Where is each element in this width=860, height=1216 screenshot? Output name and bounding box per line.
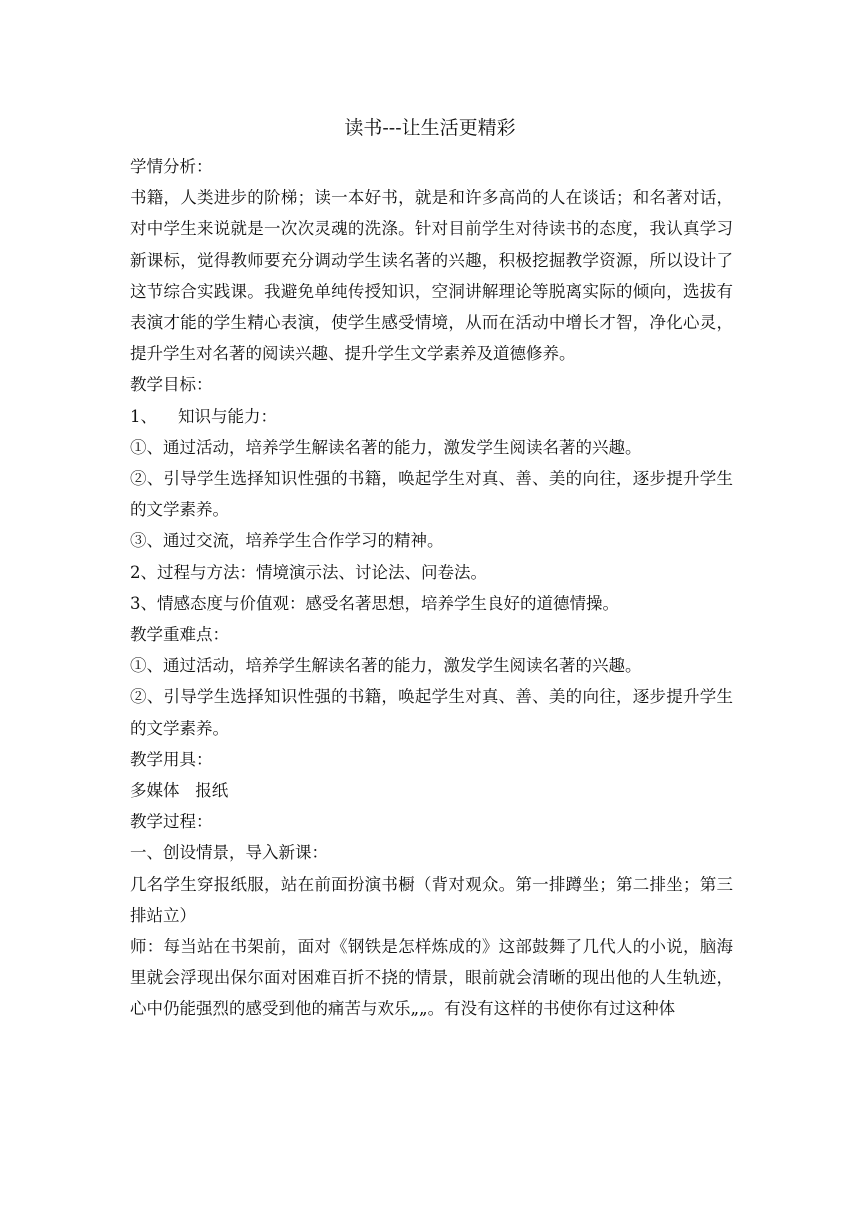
goal-item-3: ③、通过交流，培养学生合作学习的精神。 <box>130 531 444 551</box>
document-title: 读书---让生活更精彩 <box>344 117 516 139</box>
goal-item-1: ①、通过活动，培养学生解读名著的能力，激发学生阅读名著的兴趣。 <box>130 437 642 457</box>
goal-process-method: 2、过程与方法：情境演示法、讨论法、问卷法。 <box>130 562 487 582</box>
heading-teaching-process: 教学过程： <box>130 812 213 832</box>
document-body <box>130 151 733 1025</box>
heading-learning-analysis: 学情分析： <box>130 157 213 176</box>
difficulty-item-2: ②、引导学生选择知识性强的书籍，唤起学生对真、善、美的向往，逐步提升学生的文学素养。 <box>130 687 733 738</box>
heading-key-difficulties: 教学重难点： <box>130 625 229 645</box>
process-step-1-teacher: 师：每当站在书架前，面对《钢铁是怎样炼成的》这部鼓舞了几代人的小说，脑海里就会浮现出保尔面对困难百折不挠的情景，眼前就会清晰的现出他的人生轨迹，心中仍能强烈的感受到他的痛苦与欢乐„„。有没有这样的书使你有过这种体 <box>130 937 733 1019</box>
goal-emotion-values: 3、情感态度与价值观：感受名著思想，培养学生良好的道德情操。 <box>130 593 619 613</box>
teaching-tools-list: 多媒体 报纸 <box>130 781 229 801</box>
difficulty-item-1: ①、通过活动，培养学生解读名著的能力，激发学生阅读名著的兴趣。 <box>130 656 642 676</box>
heading-teaching-goals: 教学目标： <box>130 375 213 395</box>
heading-teaching-tools: 教学用具： <box>130 749 213 769</box>
process-step-1-heading: 一、创设情景，导入新课： <box>130 843 328 863</box>
paragraph-learning-analysis: 书籍，人类进步的阶梯；读一本好书，就是和许多高尚的人在谈话；和名著对话，对中学生来说就是一次次灵魂的洗涤。针对目前学生对待读书的态度，我认真学习新课标，觉得教师要充分调动学生读名著的兴趣，积极挖掘教学资源，所以设计了这节综合实践课。我避免单纯传授知识，空洞讲解理论等脱离实际的倾向，选拔有表演才能的学生精心表演，使学生感受情境，从而在活动中增长才智，净化心灵，提升学生对名著的阅读兴趣、提升学生文学素养及道德修养。 <box>130 188 733 364</box>
goal-knowledge-ability: 1、 知识与能力： <box>130 406 277 426</box>
process-step-1-scene: 几名学生穿报纸服，站在前面扮演书橱（背对观众。第一排蹲坐；第二排坐；第三排站立） <box>130 874 733 925</box>
goal-item-2: ②、引导学生选择知识性强的书籍，唤起学生对真、善、美的向往，逐步提升学生的文学素养。 <box>130 469 733 520</box>
